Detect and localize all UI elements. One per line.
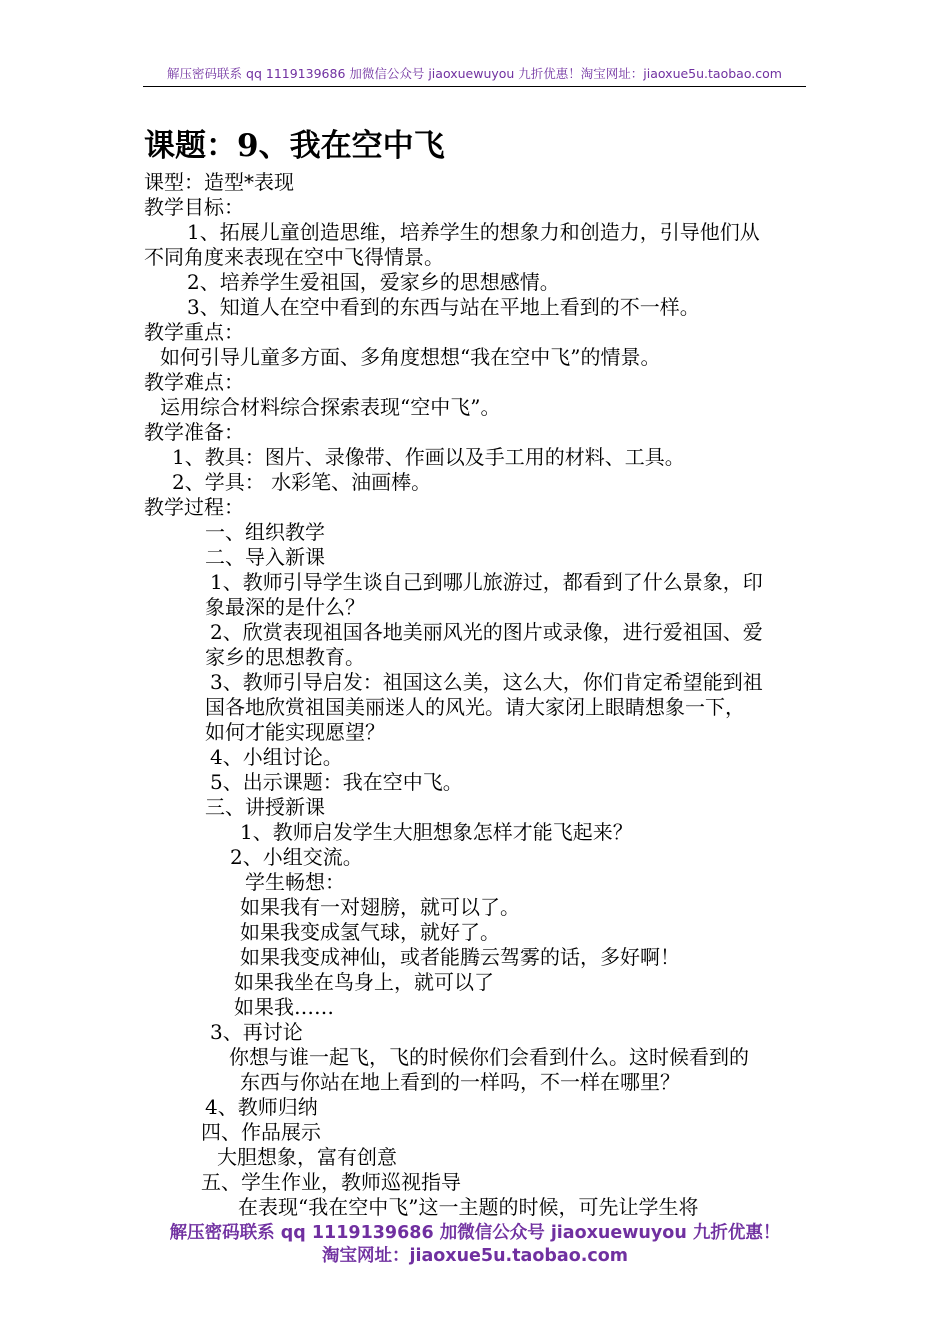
objective-2: 2、培养学生爱祖国，爱家乡的思想感情。 (187, 270, 560, 294)
section-heading-process: 教学过程： (144, 495, 244, 519)
section-heading-difficulties: 教学难点： (144, 370, 244, 394)
step-3-item-1: 1、教师启发学生大胆想象怎样才能飞起来？ (240, 820, 633, 844)
student-idea-1: 如果我有一对翅膀，就可以了。 (240, 895, 520, 919)
step-2-item-5: 5、出示课题：我在空中飞。 (210, 770, 463, 794)
process-step-5: 五、学生作业，教师巡视指导 (201, 1170, 461, 1194)
page-header-watermark: 解压密码联系 qq 1119139686 加微信公众号 jiaoxuewuyou 九折优惠！淘宝网址：jiaoxue5u.taobao.com (143, 66, 806, 87)
preparation-item-1: 1、教具：图片、录像带、作画以及手工用的材料、工具。 (172, 445, 685, 469)
process-step-3: 三、讲授新课 (205, 795, 325, 819)
process-step-2: 二、导入新课 (205, 545, 325, 569)
page-title: 课题：9、我在空中飞 (144, 128, 445, 164)
step-2-item-2-line-1: 2、欣赏表现祖国各地美丽风光的图片或录像，进行爱祖国、爱 (210, 620, 763, 644)
discussion-text-line-2: 东西与你站在地上看到的一样吗，不一样在哪里？ (240, 1070, 680, 1094)
objective-1-line-1: 1、拓展儿童创造思维，培养学生的想象力和创造力，引导他们从 (187, 220, 760, 244)
objective-1-line-2: 不同角度来表现在空中飞得情景。 (144, 245, 444, 269)
process-step-4: 四、作品展示 (201, 1120, 321, 1144)
page-footer-watermark-line-2: 淘宝网址：jiaoxue5u.taobao.com (321, 1246, 629, 1266)
lesson-type: 课型：造型*表现 (144, 170, 294, 194)
objective-3: 3、知道人在空中看到的东西与站在平地上看到的不一样。 (187, 295, 700, 319)
step-2-item-3-line-2: 国各地欣赏祖国美丽迷人的风光。请大家闭上眼睛想象一下， (205, 695, 745, 719)
section-heading-key-points: 教学重点： (144, 320, 244, 344)
step-3-item-2: 2、小组交流。 (230, 845, 363, 869)
section-heading-preparation: 教学准备： (144, 420, 244, 444)
section-heading-objectives: 教学目标： (144, 195, 244, 219)
step-2-item-2-line-2: 家乡的思想教育。 (205, 645, 365, 669)
student-idea-3: 如果我变成神仙，或者能腾云驾雾的话，多好啊！ (240, 945, 680, 969)
step-2-item-1-line-2: 象最深的是什么？ (205, 595, 365, 619)
step-2-item-4: 4、小组讨论。 (210, 745, 343, 769)
student-idea-2: 如果我变成氢气球，就好了。 (240, 920, 500, 944)
process-step-1: 一、组织教学 (205, 520, 325, 544)
step-2-item-3-line-3: 如何才能实现愿望？ (205, 720, 385, 744)
difficulty-text: 运用综合材料综合探索表现“空中飞”。 (160, 395, 501, 419)
key-point-text: 如何引导儿童多方面、多角度想想“我在空中飞”的情景。 (160, 345, 661, 369)
step-2-item-1-line-1: 1、教师引导学生谈自己到哪儿旅游过，都看到了什么景象，印 (210, 570, 763, 594)
student-ideas-heading: 学生畅想： (245, 870, 345, 894)
student-idea-4: 如果我坐在鸟身上，就可以了 (234, 970, 494, 994)
page-footer-watermark-line-1: 解压密码联系 qq 1119139686 加微信公众号 jiaoxuewuyou 九折优惠！ (169, 1223, 781, 1243)
student-idea-5: 如果我…… (234, 995, 334, 1019)
step-3-item-4: 4、教师归纳 (205, 1095, 318, 1119)
step-2-item-3-line-1: 3、教师引导启发：祖国这么美，这么大，你们肯定希望能到祖 (210, 670, 763, 694)
step-3-item-3: 3、再讨论 (210, 1020, 303, 1044)
preparation-item-2: 2、学具： 水彩笔、油画棒。 (172, 470, 432, 494)
assignment-text: 在表现“我在空中飞”这一主题的时候，可先让学生将 (238, 1195, 699, 1219)
discussion-text-line-1: 你想与谁一起飞，飞的时候你们会看到什么。这时候看到的 (229, 1045, 749, 1069)
showcase-text: 大胆想象，富有创意 (217, 1145, 397, 1169)
